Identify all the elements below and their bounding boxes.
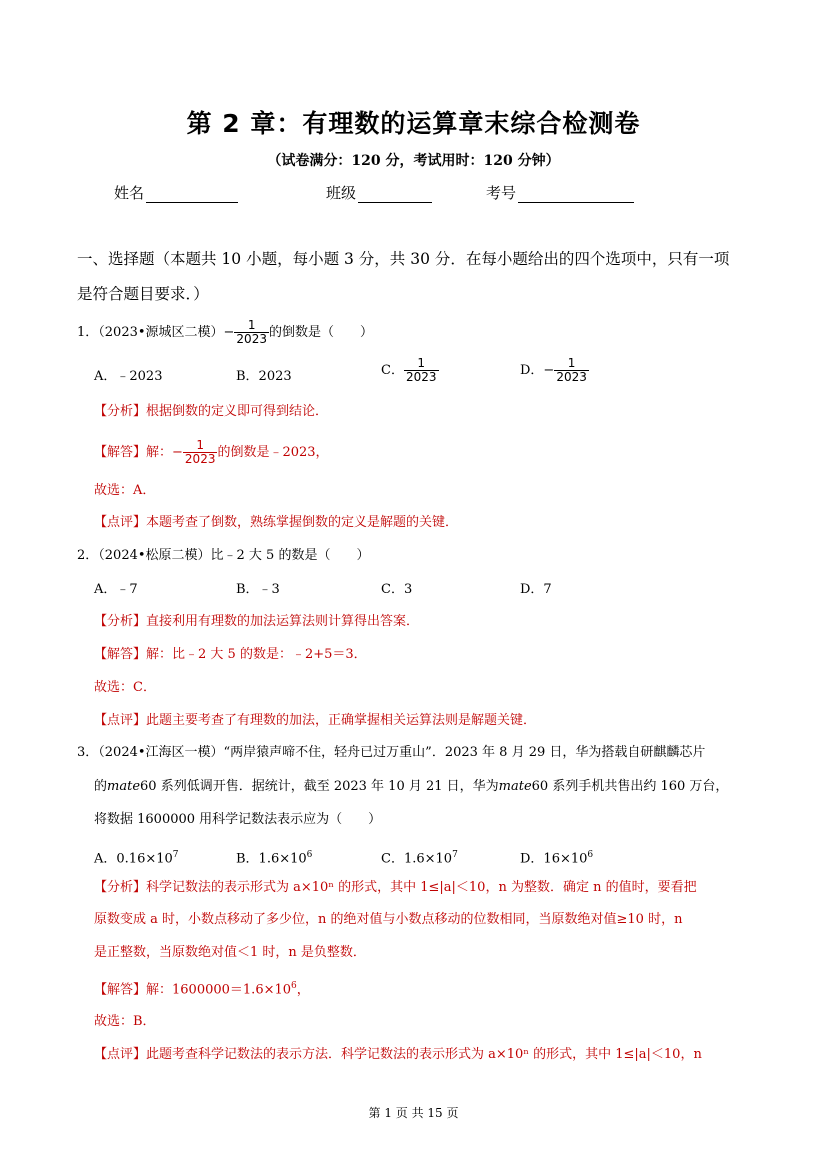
class-label: 班级 [326, 184, 357, 202]
name-field [114, 183, 238, 203]
q2-answer: 【解答】解：比﹣2 大 5 的数是：﹣2+5＝3． [94, 647, 367, 662]
class-blank [358, 186, 432, 203]
q3-analysis-line2: 原数变成 a 时，小数点移动了多少位，n 的绝对值与小数点移动的位数相同，当原数绝对值≥10 时，n [94, 912, 683, 927]
q3-stem-line3: 将数据 1600000 用科学记数法表示应为（ ） [94, 812, 382, 827]
q3-option-c: C．$1.6\times 10^7$ [381, 850, 458, 867]
class-field [326, 183, 432, 203]
q1-analysis: 【分析】根据倒数的定义即可得到结论． [94, 404, 329, 419]
q2-option-a: A．﹣7 [94, 582, 138, 597]
q3-analysis-line1: 【分析】科学记数法的表示形式为 a×10ⁿ 的形式，其中 1≤|a|＜10，n 为整数．确定 n 的值时，要看把 [94, 880, 697, 895]
number-label: 考号 [486, 184, 517, 202]
section-heading-line2: 是符合题目要求．） [77, 285, 209, 303]
number-blank [518, 186, 634, 203]
q3-option-b: B．$1.6\times 10^6$ [236, 850, 313, 867]
q2-option-b: B．﹣3 [236, 582, 280, 597]
q3-option-a: A．$0.16\times 10^7$ [94, 850, 179, 867]
section-heading-line1: 一、选择题（本题共 10 小题，每小题 3 分，共 30 分．在每小题给出的四个选项中，只有一项 [77, 250, 730, 268]
q2-option-d: D．7 [520, 582, 552, 597]
name-label: 姓名 [114, 184, 145, 202]
q2-comment: 【点评】此题主要考查了有理数的加法，正确掌握相关运算法则是解题关键． [94, 713, 537, 728]
q2-analysis: 【分析】直接利用有理数的加法运算法则计算得出答案． [94, 614, 420, 629]
q1-stem-suffix: 的倒数是（ ） [268, 325, 373, 340]
q1-option-b: B．2023 [236, 369, 292, 384]
q2-stem: 2．（2024•松原二模）比﹣2 大 5 的数是（ ） [77, 548, 370, 563]
q1-answer: 【解答】解：− $\frac{1}{2023}$ 的倒数是﹣2023， [94, 438, 329, 466]
q1-choice: 故选：A． [94, 483, 156, 498]
q3-stem-line2: 的mate60 系列低调开售．据统计，截至 2023 年 10 月 21 日，华为mate60 系列手机共售出约 160 万台， [94, 779, 729, 794]
q1-option-d: D．− $\frac{1}{2023}$ [520, 356, 587, 384]
q3-comment: 【点评】此题考查科学记数法的表示方法．科学记数法的表示形式为 a×10ⁿ 的形式，其中 1≤|a|＜10，n [94, 1047, 702, 1062]
q1-option-c: C． $\frac{1}{2023}$ [381, 356, 437, 384]
q1-option-a: A．﹣2023 [94, 369, 163, 384]
q2-option-c: C．3 [381, 582, 413, 597]
page-footer: 第 1 页 共 15 页 [368, 1106, 459, 1120]
page-subtitle: （试卷满分：120 分，考试用时：120 分钟） [267, 153, 560, 169]
q1-fraction: $\frac{1}{2023}$ [236, 318, 267, 346]
q1-stem-prefix: 1．（2023•源城区二模）− [77, 325, 235, 340]
q3-answer: 【解答】解：$1600000=1.6\times 10^6$， [94, 981, 310, 998]
page-title: 第 2 章：有理数的运算章末综合检测卷 [186, 109, 641, 138]
q1-stem [77, 319, 373, 346]
q3-stem-line1: 3．（2024•江海区一模）“两岸猿声啼不住，轻舟已过万重山”．2023 年 8 月 29 日，华为搭载自研麒麟芯片 [77, 745, 706, 760]
name-blank [146, 186, 238, 203]
q3-analysis-line3: 是正整数，当原数绝对值＜1 时，n 是负整数． [94, 945, 366, 960]
q2-choice: 故选：C． [94, 680, 156, 695]
q3-option-d: D．$16\times 10^6$ [520, 850, 594, 867]
q1-comment: 【点评】本题考查了倒数，熟练掌握倒数的定义是解题的关键． [94, 515, 459, 530]
q3-choice: 故选：B． [94, 1014, 156, 1029]
number-field [486, 183, 634, 203]
